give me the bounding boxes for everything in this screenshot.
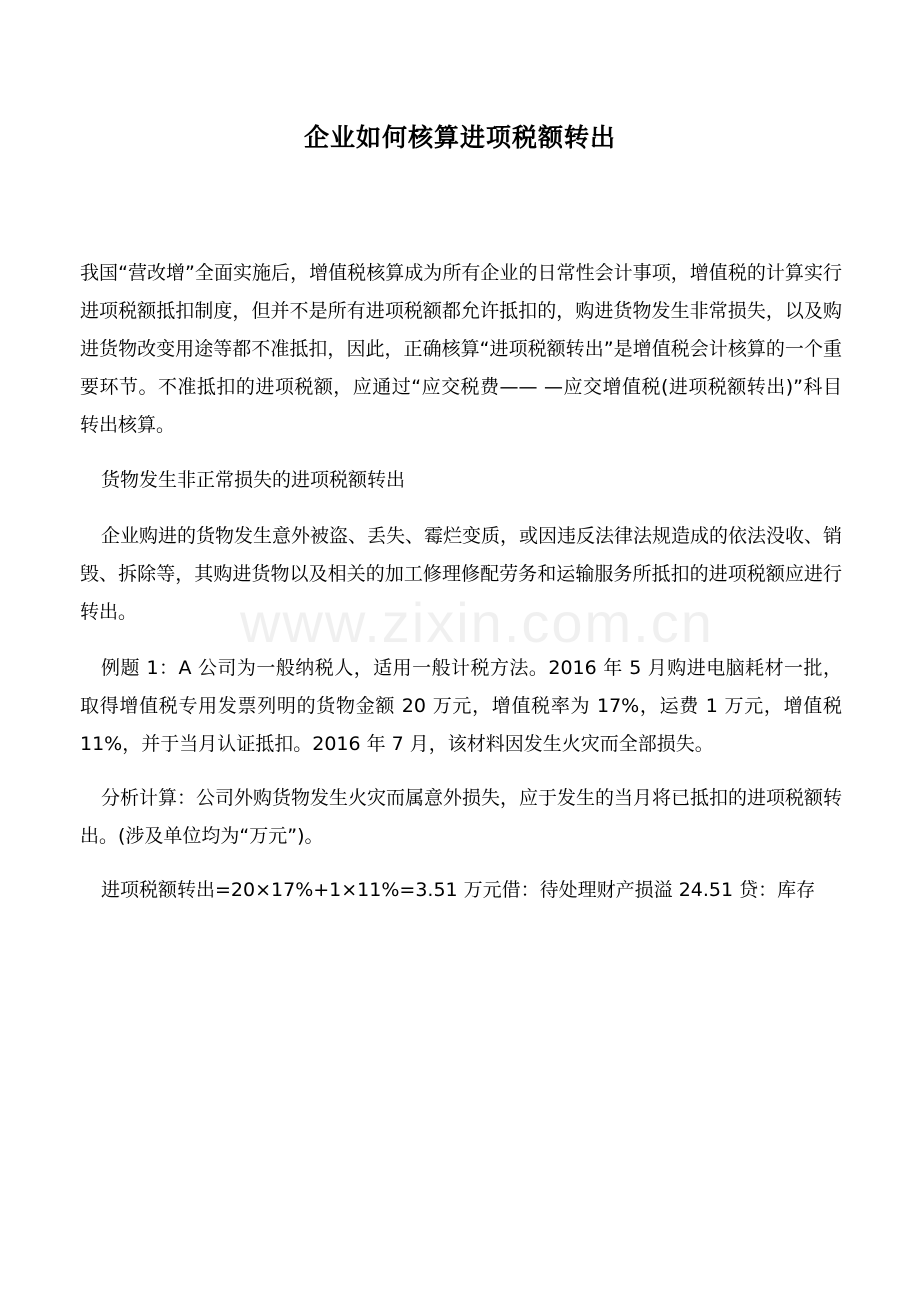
paragraph-example-1: 例题 1：A 公司为一般纳税人，适用一般计税方法。2016 年 5 月购进电脑耗材一批，取得增值税专用发票列明的货物金额 20 万元，增值税率为 17%，运费 1 万元，增值税 11%，并于当月认证抵扣。2016 年 7 月，该材料因发生火灾而全部损失。 bbox=[80, 657, 842, 755]
document-body bbox=[80, 254, 842, 909]
paragraph-intro: 我国“营改增”全面实施后，增值税核算成为所有企业的日常性会计事项，增值税的计算实行进项税额抵扣制度，但并不是所有进项税额都允许抵扣的，购进货物发生非常损失，以及购进货物改变用途等都不准抵扣，因此，正确核算“进项税额转出”是增值税会计核算的一个重要环节。不准抵扣的进项税额，应通过“应交税费—— —应交增值税(进项税额转出)”科目转出核算。 bbox=[80, 262, 842, 436]
paragraph-analysis: 分析计算：公司外购货物发生火灾而属意外损失，应于发生的当月将已抵扣的进项税额转出。(涉及单位均为“万元”)。 bbox=[80, 787, 843, 847]
paragraph-calculation: 进项税额转出=20×17%+1×11%=3.51 万元借：待处理财产损溢 24.51 贷：库存 bbox=[101, 879, 816, 901]
document-title: 企业如何核算进项税额转出 bbox=[303, 123, 616, 152]
section-heading: 货物发生非正常损失的进项税额转出 bbox=[101, 469, 406, 491]
watermark: www.zixin.com.cn bbox=[240, 591, 714, 654]
paragraph-loss: 企业购进的货物发生意外被盗、丢失、霉烂变质，或因违反法律法规造成的依法没收、销毁、拆除等，其购进货物以及相关的加工修理修配劳务和运输服务所抵扣的进项税额应进行转出。 bbox=[80, 525, 843, 623]
